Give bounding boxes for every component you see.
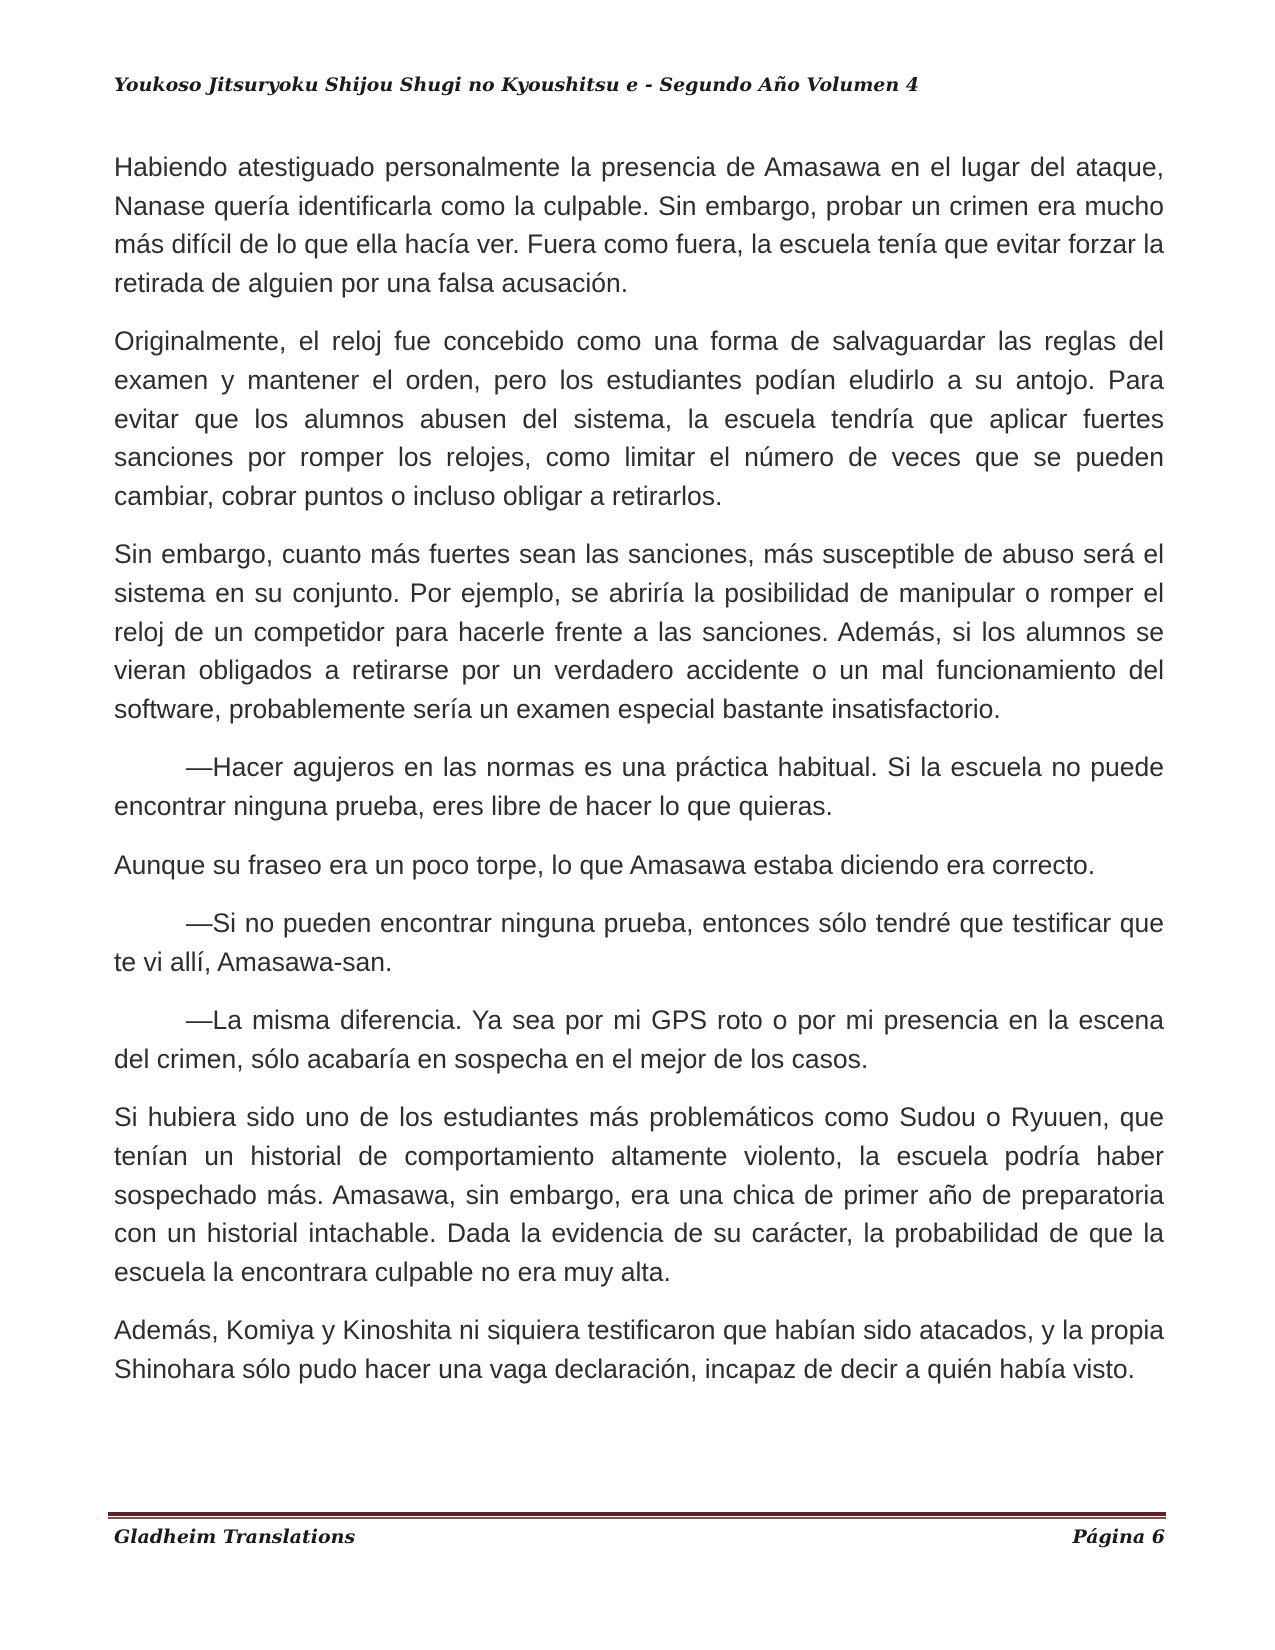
page-number: Página 6 — [1072, 1526, 1165, 1548]
dialogue-paragraph: —Si no pueden encontrar ninguna prueba, entonces sólo tendré que testificar que te vi allí, Amasawa-san. — [114, 908, 1164, 977]
body-text — [114, 148, 1164, 1409]
paragraph: Además, Komiya y Kinoshita ni siquiera testificaron que habían sido atacados, y la propia Shinohara sólo pudo hacer una vaga declaración, incapaz de decir a quién había visto. — [114, 1315, 1164, 1385]
footer-divider-thick — [108, 1512, 1166, 1516]
paragraph: Si hubiera sido uno de los estudiantes más problemáticos como Sudou o Ryuuen, que tenían un historial de comportamiento altamente violento, la escuela podría haber sospechado más. Amasawa, sin embargo, era una chica de primer año de preparatoria con un historial intachable. Dada la evidencia de su carácter, la probabilidad de que la escuela la encontrara culpable no era muy alta. — [114, 1102, 1164, 1287]
footer-credit: Gladheim Translations — [114, 1526, 356, 1548]
paragraph: Sin embargo, cuanto más fuertes sean las sanciones, más susceptible de abuso será el sistema en su conjunto. Por ejemplo, se abriría la posibilidad de manipular o romper el reloj de un competidor para hacerle frente a las sanciones. Además, si los alumnos se vieran obligados a retirarse por un verdadero accidente o un mal funcionamiento del software, probablemente sería un examen especial bastante insatisfactorio. — [114, 539, 1164, 724]
dialogue-paragraph: —Hacer agujeros en las normas es una práctica habitual. Si la escuela no puede encontrar ninguna prueba, eres libre de hacer lo que quieras. — [114, 752, 1164, 821]
paragraph: Originalmente, el reloj fue concebido como una forma de salvaguardar las reglas del examen y mantener el orden, pero los estudiantes podían eludirlo a su antojo. Para evitar que los alumnos abusen del sistema, la escuela tendría que aplicar fuertes sanciones por romper los relojes, como limitar el número de veces que se pueden cambiar, cobrar puntos o incluso obligar a retirarlos. — [114, 326, 1164, 511]
footer-divider — [108, 1512, 1166, 1519]
running-header: Youkoso Jitsuryoku Shijou Shugi no Kyoushitsu e - Segundo Año Volumen 4 — [114, 74, 920, 96]
dialogue-paragraph: —La misma diferencia. Ya sea por mi GPS roto o por mi presencia en la escena del crimen, sólo acabaría en sospecha en el mejor de los casos. — [114, 1005, 1164, 1074]
paragraph: Aunque su fraseo era un poco torpe, lo que Amasawa estaba diciendo era correcto. — [114, 849, 1096, 880]
paragraph: Habiendo atestiguado personalmente la presencia de Amasawa en el lugar del ataque, Nanase quería identificarla como la culpable. Sin embargo, probar un crimen era mucho más difícil de lo que ella hacía ver. Fuera como fuera, la escuela tenía que evitar forzar la retirada de alguien por una falsa acusación. — [114, 152, 1164, 298]
footer-divider-thin — [108, 1517, 1166, 1519]
